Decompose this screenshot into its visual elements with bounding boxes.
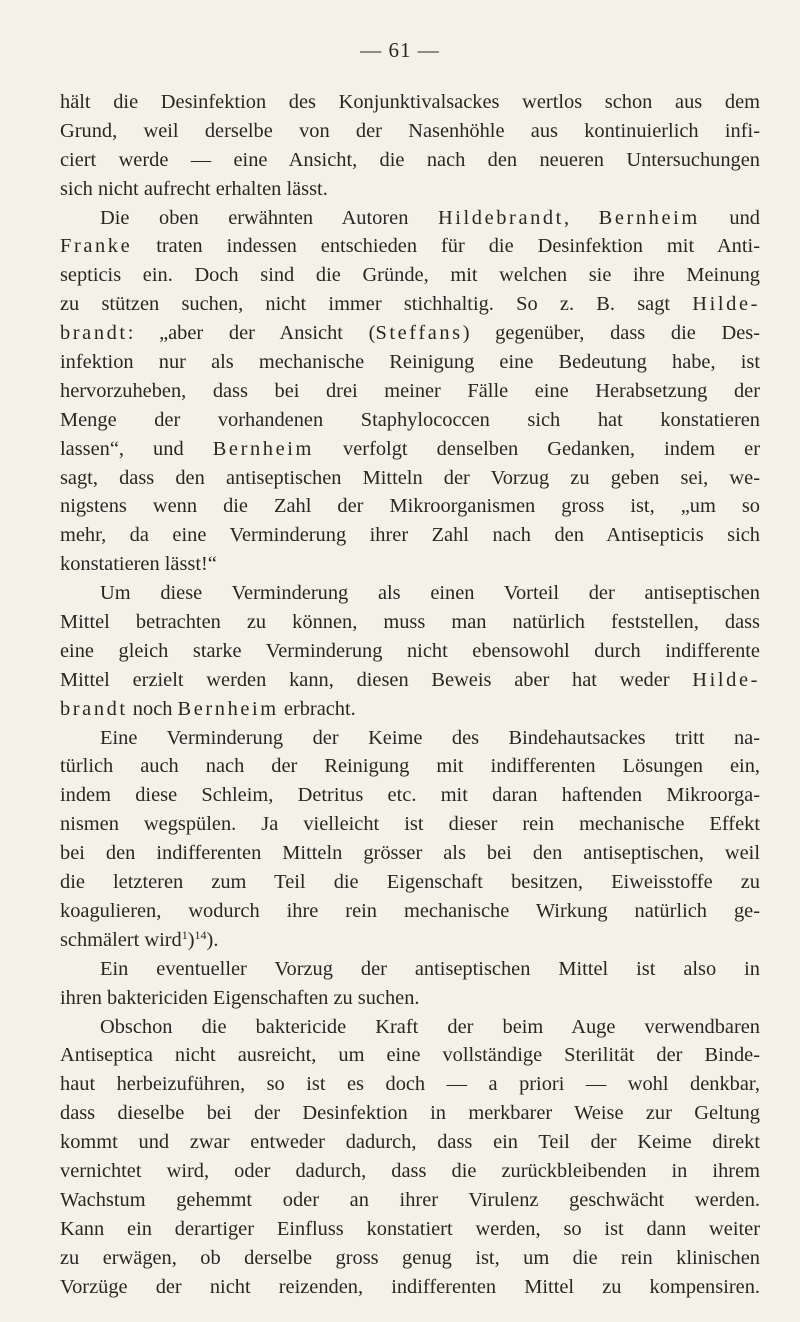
author-name: Hildebrandt bbox=[437, 206, 564, 229]
text-run: Die oben erwähnten Autoren bbox=[100, 206, 438, 229]
text-line: die letzteren zum Teil die Eigenschaft besitzen, Eiweisstoffe zu bbox=[60, 871, 760, 894]
text-line: indem diese Schleim, Detritus etc. mit daran haftenden Mikroorga- bbox=[60, 784, 760, 807]
text-line: vernichtet wird, oder dadurch, dass die zurückbleibenden in ihrem bbox=[60, 1159, 760, 1182]
text-line: bei den indifferenten Mitteln grösser als bei den antiseptischen, weil bbox=[60, 842, 760, 865]
text-line: sagt, dass den antiseptischen Mitteln der Vorzug zu geben sei, we- bbox=[60, 466, 760, 489]
text-line: Um diese Verminderung als einen Vorteil der antiseptischen bbox=[100, 582, 760, 605]
text-line bbox=[60, 232, 760, 261]
text-line: nismen wegspülen. Ja vielleicht ist dieser rein mechanische Effekt bbox=[60, 813, 760, 836]
text-run: und bbox=[699, 206, 760, 229]
text-line: zu erwägen, ob derselbe gross genug ist, um die rein klinischen bbox=[60, 1246, 760, 1269]
page-number: — 61 — bbox=[360, 38, 440, 62]
author-name: brandt bbox=[60, 697, 128, 720]
text-run: erbracht. bbox=[278, 697, 356, 720]
footnote-marker: 14 bbox=[194, 927, 207, 942]
body-text bbox=[60, 88, 760, 1301]
text-run: traten indessen entschieden für die Desinfektion mit Anti- bbox=[132, 235, 760, 258]
text-line: Ein eventueller Vorzug der antiseptischen Mittel ist also in bbox=[100, 957, 760, 980]
author-name: Bernheim bbox=[177, 697, 279, 720]
text-line bbox=[60, 290, 760, 319]
text-line: ciert werde — eine Ansicht, die nach den neueren Untersuchungen bbox=[60, 148, 760, 171]
text-line: koagulieren, wodurch ihre rein mechanische Wirkung natürlich ge- bbox=[60, 899, 760, 922]
text-run: lassen“, und bbox=[60, 437, 213, 460]
text-line: Eine Verminderung der Keime des Bindehautsackes tritt na- bbox=[100, 726, 760, 749]
text-line bbox=[60, 695, 760, 724]
text-line: hält die Desinfektion des Konjunktivalsackes wertlos schon aus dem bbox=[60, 91, 760, 113]
text-line: Antiseptica nicht ausreicht, um eine vollständige Sterilität der Binde- bbox=[60, 1044, 760, 1067]
author-name: Steffans bbox=[375, 322, 463, 345]
author-name: Bernheim bbox=[598, 206, 700, 229]
author-name: Hilde- bbox=[692, 668, 760, 691]
text-line: Grund, weil derselbe von der Nasenhöhle aus kontinuierlich infi- bbox=[60, 119, 760, 142]
text-run: ) bbox=[187, 928, 195, 951]
text-line: haut herbeizuführen, so ist es doch — a priori — wohl denkbar, bbox=[60, 1073, 760, 1096]
text-line bbox=[60, 319, 760, 348]
text-line bbox=[60, 204, 760, 233]
text-line: septicis ein. Doch sind die Gründe, mit welchen sie ihre Meinung bbox=[60, 264, 760, 287]
text-run: : „aber der Ansicht ( bbox=[127, 322, 376, 345]
text-line: eine gleich starke Verminderung nicht ebensowohl durch indifferente bbox=[60, 639, 760, 662]
text-run: , bbox=[563, 206, 599, 229]
text-line bbox=[60, 926, 760, 955]
author-name: brandt bbox=[60, 322, 128, 345]
text-line: konstatieren lässt!“ bbox=[60, 553, 217, 576]
text-line: sich nicht aufrecht erhalten lässt. bbox=[60, 177, 328, 200]
text-line: nigstens wenn die Zahl der Mikroorganismen gross ist, „um so bbox=[60, 495, 760, 518]
text-line: Kann ein derartiger Einfluss konstatiert werden, so ist dann weiter bbox=[60, 1217, 760, 1240]
text-line: kommt und zwar entweder dadurch, dass ein Teil der Keime direkt bbox=[60, 1131, 760, 1154]
text-run: ). bbox=[206, 928, 219, 951]
text-line bbox=[60, 666, 760, 695]
text-line: Wachstum gehemmt oder an ihrer Virulenz geschwächt werden. bbox=[60, 1188, 760, 1211]
text-run: Mittel erzielt werden kann, diesen Beweis aber hat weder bbox=[60, 668, 693, 691]
text-run: verfolgt denselben Gedanken, indem er bbox=[313, 437, 760, 460]
text-line bbox=[60, 435, 760, 464]
text-line: mehr, da eine Verminderung ihrer Zahl nach den Antisepticis sich bbox=[60, 524, 760, 547]
text-line: türlich auch nach der Reinigung mit indifferenten Lösungen ein, bbox=[60, 755, 760, 778]
text-line: ihren baktericiden Eigenschaften zu suchen. bbox=[60, 986, 420, 1009]
text-line: dass dieselbe bei der Desinfektion in merkbarer Weise zur Geltung bbox=[60, 1102, 760, 1125]
author-name: Franke bbox=[60, 235, 133, 258]
author-name: Hilde- bbox=[692, 293, 760, 316]
text-line: infektion nur als mechanische Reinigung eine Bedeutung habe, ist bbox=[60, 351, 760, 374]
footnote-marker: 1 bbox=[181, 927, 188, 942]
text-line: Mittel betrachten zu können, muss man natürlich feststellen, dass bbox=[60, 611, 760, 634]
text-run: schmälert wird bbox=[60, 928, 182, 951]
text-run: noch bbox=[127, 697, 178, 720]
author-name: Bernheim bbox=[212, 437, 314, 460]
text-line: Menge der vorhandenen Staphylococcen sich hat konstatieren bbox=[60, 408, 760, 431]
text-run: zu stützen suchen, nicht immer stichhaltig. So z. B. sagt bbox=[60, 293, 693, 316]
text-line: Vorzüge der nicht reizenden, indifferenten Mittel zu kompensiren. bbox=[60, 1275, 760, 1298]
text-line: hervorzuheben, dass bei drei meiner Fälle eine Herabsetzung der bbox=[60, 379, 760, 402]
text-run: ) gegenüber, dass die Des- bbox=[462, 322, 760, 345]
text-line: Obschon die baktericide Kraft der beim Auge verwendbaren bbox=[100, 1015, 760, 1038]
